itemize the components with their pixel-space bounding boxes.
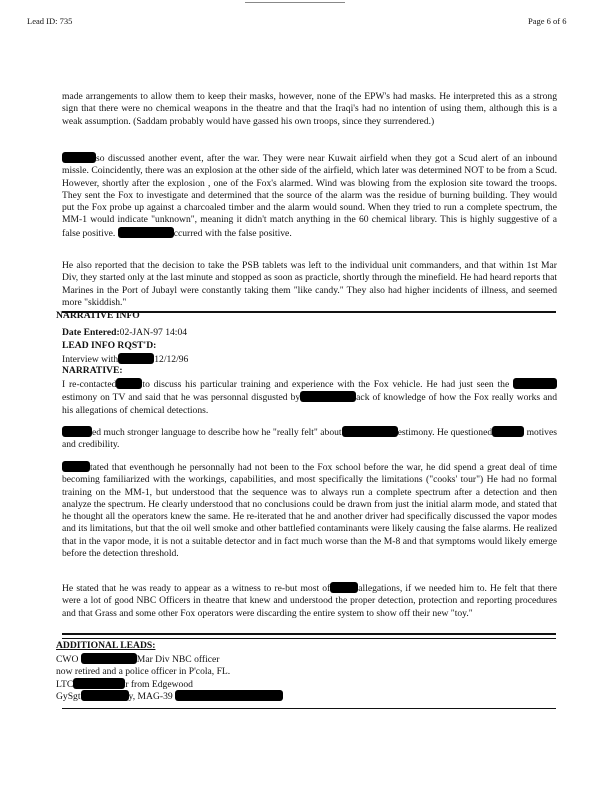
redaction-mark [62,152,96,163]
narrative-text: allegations, if we needed him to. He felt that there were a lot of good NBC Officers in theatre that knew and understood the proper detection, protection and reporting procedures and that Grass and some other Fox operators were discarding the entire system to show off their new "toy." [62,583,558,619]
narrative-text: He stated that he was ready to appear as a witness to re-but most of [62,583,331,594]
narrative-paragraph-2 [62,426,557,452]
lead-line-2 [56,666,230,678]
redaction-mark [118,353,154,364]
redaction-mark [330,582,358,593]
lead-text: GySgt [56,691,81,702]
paragraph-2-text-a: so discussed another event, after the war. They were near Kuwait airfield when they got a Scud alert of an inbound missle. Coincidently, there was an explosion at the other side of the airfield, which later was determined NOT to be from a Scud. However, shortly after the explosion , one of the Fox's alarmed. Wind was blowing from the explosion site toward the troops. They sent the Fox to investigate and determined that the source of the alarm was the residue of burning building. They would put the Fox probe up against a charcoaled timber and the alarm would sound. When they tried to run a complete spectrum, the MM-1 would indicate "unknown", meaning it didn't match anything in the 60 chemical library. This is highly suggestive of a false positive. [62,153,557,239]
narrative-text: tated that eventhough he personnally had not been to the Fox school before the war, he did spend a great deal of time becoming familiarized with the workings, capabilities, and most specifically the limitations ("cooks' tour") He had no formal training on the MM-1, but understood that the sequence was to always run a complete spectrum after a detection and then analyze the spectrum. He clearly understood that no conclusions could be drawn from just the initial alarm mode, and stated that he thought all the operators knew the same. He re-iterated that he and another driver had specifically discussed the vapor modes and its limitations, but that the oil well smoke and other battlefied contaminants were likely causing the false alarms. He realized that in the vapor mode, it is not a suitable detector and in fact much worse than the M-8 and that symptoms would likely emerge before the detection threshold. [62,462,557,560]
narrative-text: estimony. He questioned [397,427,493,438]
interview-date: 12/12/96 [154,354,189,365]
date-entered-row [62,327,187,339]
paragraph-1-text: made arrangements to allow them to keep their masks, however, none of the EPW's had masks. He interpreted this as a strong sign that there were no chemical weapons in the theatre and that the Iraqi's had no intention of using them, although this is a weak assumption. (Saddam probably would have gassed his own troops, since they surrendered.) [62,91,557,127]
redaction-mark [513,378,557,389]
lead-text: Mar Div NBC officer [136,654,220,665]
paragraph-3-text: He also reported that the decision to take the PSB tablets was left to the individual unit commanders, and that within 1st Mar Div, they started only at the last minute and stopped as soon as practicle, shortly through the minefield. He had heard reports that Marines in the Port of Jubayl were constantly taking them "like candy." They also had higher incidents of illness, and seemed more "skiddish." [62,260,557,308]
redaction-mark [81,690,129,701]
paragraph-3 [62,260,557,309]
lead-text: LTC [56,679,74,690]
redaction-mark [175,690,283,701]
date-entered-value: 02-JAN-97 14:04 [119,327,188,338]
lead-id: Lead ID: 735 [27,16,73,26]
redaction-mark [81,653,137,664]
section-rule [62,638,556,639]
narrative-paragraph-4 [62,582,557,620]
lead-text: y, MAG-39 [128,691,173,702]
narrative-label: NARRATIVE: [62,365,123,376]
lead-text: CWO [56,654,79,665]
paragraph-2-text-b: ccurred with the false positive. [173,227,292,239]
lead-text: now retired and a police officer in P'cola, FL. [56,666,231,677]
lead-line-4 [56,690,283,703]
narrative-text: estimony on TV and said that he was personnal disgusted by [62,392,301,404]
redaction-mark [116,378,142,389]
narrative-paragraph-1 [62,378,557,417]
page-number: Page 6 of 6 [528,16,567,26]
section-rule [62,633,556,635]
top-rule [245,2,345,3]
redaction-mark [62,461,90,472]
narrative-info-heading: NARRATIVE INFO [56,310,140,321]
lead-line-1 [56,653,219,666]
paragraph-1 [62,91,557,128]
additional-leads-heading: ADDITIONAL LEADS: [56,640,156,651]
redaction-mark [118,227,174,238]
narrative-text: ack of knowledge of how the Fox really works and his allegations of chemical detections. [62,392,558,416]
interview-prefix: Interview with [62,354,119,365]
lead-text: r from Edgewood [125,679,193,690]
redaction-mark [300,391,356,402]
paragraph-2 [62,152,557,240]
date-entered-label: Date Entered: [62,327,120,338]
narrative-text: I re-contacted [62,379,117,390]
narrative-text: to discuss his particular training and experience with the Fox vehicle. He had just seen the [142,379,510,390]
narrative-paragraph-3 [62,461,557,560]
lead-info-label: LEAD INFO RQST'D: [62,340,157,351]
redaction-mark [342,426,398,437]
redaction-mark [62,426,92,437]
redaction-mark [492,426,524,437]
narrative-text: motives and credibility. [62,427,557,451]
narrative-text: ed much stronger language to describe how he "really felt" about [92,427,342,438]
bottom-rule [62,708,556,709]
redaction-mark [73,678,125,689]
